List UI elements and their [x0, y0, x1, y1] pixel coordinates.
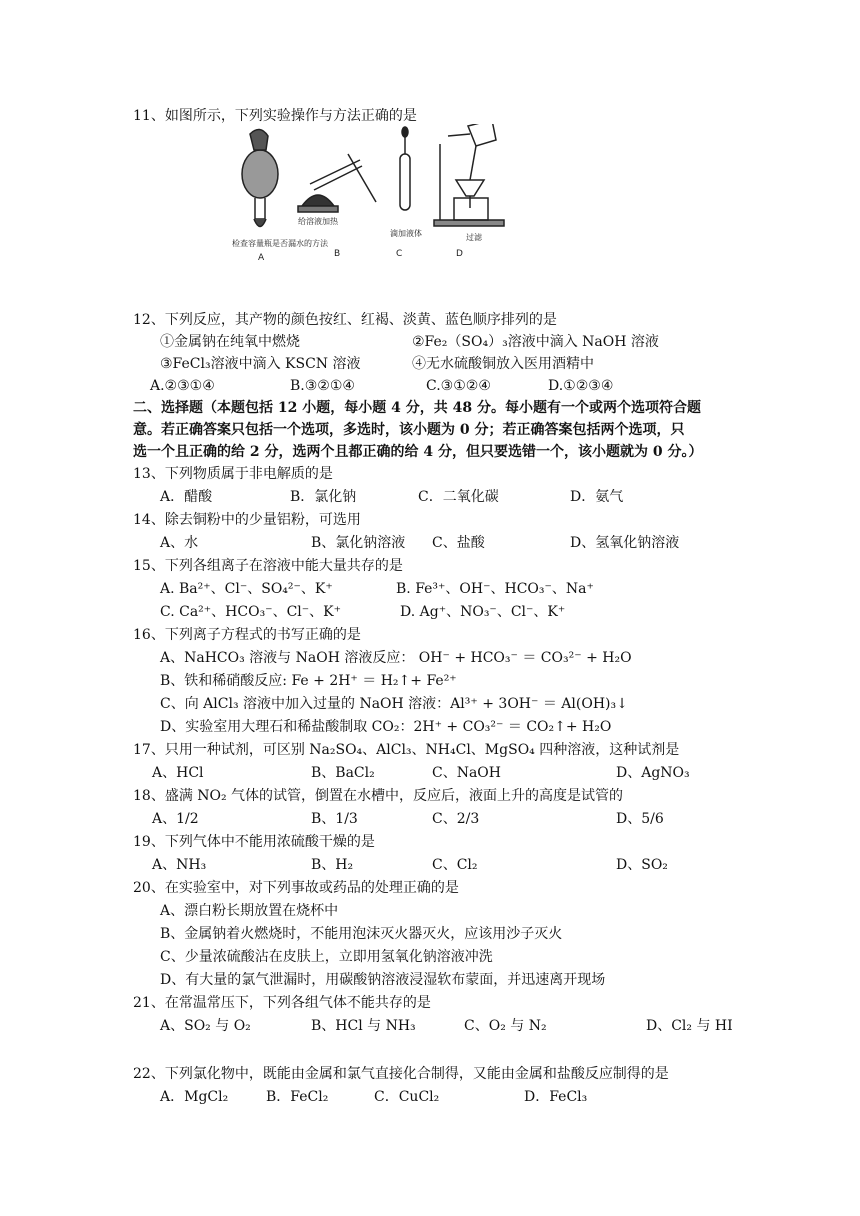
q20-stem: 20、在实验室中，对下列事故或药品的处理正确的是: [133, 880, 459, 896]
q18-opt-c[interactable]: C、2/3: [432, 811, 480, 827]
q12-opt-b[interactable]: B.③②①④: [290, 378, 355, 394]
label-a: A: [258, 253, 265, 263]
q13-opt-c[interactable]: C．二氧化碳: [418, 489, 499, 505]
q17-opt-c[interactable]: C、NaOH: [432, 765, 501, 781]
q16-opt-b[interactable]: B、铁和稀硝酸反应: Fe + 2H⁺ ＝ H₂↑+ Fe²⁺: [160, 673, 457, 689]
q12-item2: ②Fe₂（SO₄）₃溶液中滴入 NaOH 溶液: [412, 334, 659, 350]
q12-item1: ①金属钠在纯氧中燃烧: [160, 334, 300, 350]
section2-line1: 二、选择题（本题包括 12 小题，每小题 4 分，共 48 分。每小题有一个或两个选项符合题: [133, 400, 701, 416]
q20-opt-c[interactable]: C、少量浓硫酸沾在皮肤上，立即用氢氧化钠溶液冲洗: [160, 949, 493, 965]
q17-stem: 17、只用一种试剂，可区别 Na₂SO₄、AlCl₃、NH₄Cl、MgSO₄ 四种溶液，这种试剂是: [133, 742, 680, 758]
q21-opt-a[interactable]: A、SO₂ 与 O₂: [160, 1018, 251, 1034]
q16-opt-a[interactable]: A、NaHCO₃ 溶液与 NaOH 溶液反应： OH⁻ + HCO₃⁻ ＝ CO₃²⁻ + H₂O: [160, 650, 632, 666]
q16-opt-c[interactable]: C、向 AlCl₃ 溶液中加入过量的 NaOH 溶液：Al³⁺ + 3OH⁻ ＝ Al(OH)₃↓: [160, 696, 628, 712]
q18-opt-a[interactable]: A、1/2: [152, 811, 199, 827]
q11-figure: [230, 124, 520, 264]
q12-opt-c[interactable]: C.③①②④: [426, 378, 491, 394]
q14-opt-d[interactable]: D、氢氧化钠溶液: [570, 535, 680, 551]
dropper-icon: [400, 127, 410, 210]
caption-c: 滴加液体: [390, 229, 422, 238]
q18-opt-d[interactable]: D、5/6: [616, 811, 664, 827]
q13-stem: 13、下列物质属于非电解质的是: [133, 466, 333, 482]
label-d: D: [456, 249, 463, 259]
q15-opt-d[interactable]: D. Ag⁺、NO₃⁻、Cl⁻、K⁺: [400, 604, 566, 620]
q20-opt-d[interactable]: D、有大量的氯气泄漏时，用碳酸钠溶液浸湿软布蒙面，并迅速离开现场: [160, 972, 606, 988]
q11-stem: 11、如图所示，下列实验操作与方法正确的是: [133, 108, 417, 124]
q15-opt-b[interactable]: B. Fe³⁺、OH⁻、HCO₃⁻、Na⁺: [396, 581, 594, 597]
q19-opt-d[interactable]: D、SO₂: [616, 857, 668, 873]
q16-stem: 16、下列离子方程式的书写正确的是: [133, 627, 361, 643]
q19-opt-c[interactable]: C、Cl₂: [432, 857, 478, 873]
q21-stem: 21、在常温常压下，下列各组气体不能共存的是: [133, 995, 431, 1011]
q18-opt-b[interactable]: B、1/3: [311, 811, 358, 827]
section2-line2: 意。若正确答案只包括一个选项，多选时，该小题为 0 分；若正确答案包括两个选项，只: [133, 422, 685, 438]
q17-opt-d[interactable]: D、AgNO₃: [616, 765, 690, 781]
label-c: C: [396, 249, 403, 259]
q22-stem: 22、下列氯化物中，既能由金属和氯气直接化合制得，又能由金属和盐酸反应制得的是: [133, 1066, 669, 1082]
caption-d: 过滤: [466, 233, 482, 242]
section2-line3: 选一个且正确的给 2 分，选两个且都正确的给 4 分，但只要选错一个，该小题就为 0 分。）: [133, 444, 703, 460]
q12-opt-d[interactable]: D.①②③④: [548, 378, 614, 394]
lab-apparatus-figure: [230, 124, 520, 264]
volumetric-flask-icon: [242, 129, 278, 226]
q13-opt-b[interactable]: B．氯化钠: [290, 489, 357, 505]
heating-setup-icon: [298, 154, 376, 212]
q14-opt-a[interactable]: A、水: [160, 535, 199, 551]
q20-opt-b[interactable]: B、金属钠着火燃烧时，不能用泡沫灭火器灭火，应该用沙子灭火: [160, 926, 563, 942]
q15-opt-c[interactable]: C. Ca²⁺、HCO₃⁻、Cl⁻、K⁺: [160, 604, 342, 620]
q12-item3: ③FeCl₃溶液中滴入 KSCN 溶液: [160, 356, 361, 372]
q19-opt-b[interactable]: B、H₂: [311, 857, 354, 873]
q12-item4: ④无水硫酸铜放入医用酒精中: [412, 356, 594, 372]
q15-opt-a[interactable]: A. Ba²⁺、Cl⁻、SO₄²⁻、K⁺: [160, 581, 333, 597]
q14-opt-b[interactable]: B、氯化钠溶液: [311, 535, 406, 551]
label-b: B: [334, 249, 341, 259]
q21-opt-d[interactable]: D、Cl₂ 与 HI: [646, 1018, 733, 1034]
caption-a: 检查容量瓶是否漏水的方法: [232, 239, 328, 248]
q14-stem: 14、除去铜粉中的少量铝粉，可选用: [133, 512, 361, 528]
q21-opt-b[interactable]: B、HCl 与 NH₃: [311, 1018, 416, 1034]
q19-stem: 19、下列气体中不能用浓硫酸干燥的是: [133, 834, 375, 850]
filtration-icon: [434, 124, 504, 226]
caption-b: 给溶液加热: [298, 217, 338, 226]
q16-opt-d[interactable]: D、实验室用大理石和稀盐酸制取 CO₂：2H⁺ + CO₃²⁻ ＝ CO₂↑+ H₂O: [160, 719, 612, 735]
q12-stem: 12、下列反应，其产物的颜色按红、红褐、淡黄、蓝色顺序排列的是: [133, 312, 557, 328]
q18-stem: 18、盛满 NO₂ 气体的试管，倒置在水槽中，反应后，液面上升的高度是试管的: [133, 788, 624, 804]
q21-opt-c[interactable]: C、O₂ 与 N₂: [464, 1018, 547, 1034]
q22-opt-a[interactable]: A．MgCl₂: [160, 1089, 229, 1105]
q22-opt-d[interactable]: D．FeCl₃: [524, 1089, 588, 1105]
q13-opt-d[interactable]: D．氨气: [570, 489, 624, 505]
q17-opt-b[interactable]: B、BaCl₂: [311, 765, 375, 781]
q17-opt-a[interactable]: A、HCl: [152, 765, 204, 781]
q14-opt-c[interactable]: C、盐酸: [432, 535, 485, 551]
q19-opt-a[interactable]: A、NH₃: [152, 857, 207, 873]
q22-opt-c[interactable]: C．CuCl₂: [374, 1089, 440, 1105]
q15-stem: 15、下列各组离子在溶液中能大量共存的是: [133, 558, 403, 574]
q20-opt-a[interactable]: A、漂白粉长期放置在烧杯中: [160, 903, 339, 919]
q12-opt-a[interactable]: A.②③①④: [150, 378, 215, 394]
q22-opt-b[interactable]: B．FeCl₂: [266, 1089, 329, 1105]
q13-opt-a[interactable]: A．醋酸: [160, 489, 213, 505]
